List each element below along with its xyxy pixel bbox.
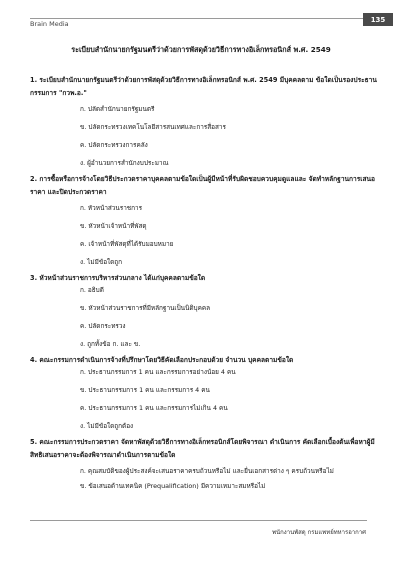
option-4-a: ก. ประธานกรรมการ 1 คน และกรรมการอย่างน้อย 4 คน <box>80 368 236 376</box>
footer-text: พนักงานพัสดุ กรมแพทย์ทหารอากาศ <box>272 529 366 536</box>
question-4: 4. คณะกรรมการดำเนินการจ้างที่ปรึกษาโดยวิธีคัดเลือกประกอบด้วย จำนวน บุคคลตามข้อใด <box>30 356 294 364</box>
page-number-badge: 135 <box>363 13 393 26</box>
footer-divider <box>30 520 367 521</box>
question-5: 5. คณะกรรมการประกวดราคา จัดหาพัสดุด้วยวิธีการทางอิเล็กทรอนิกส์โดยพิจารณา ดำเนินการ คัดเลือกเบื้องต้นเพื่อหาผู้มีสิทธิเสนอราคาจะต้องพิจารณาดำเนินการตามข้อใด <box>30 438 375 459</box>
option-4-d: ง. ไม่มีข้อใดถูกต้อง <box>80 422 134 430</box>
option-3-d: ง. ถูกทั้งข้อ ก. และ ข. <box>80 340 141 348</box>
option-3-a: ก. อธิบดี <box>80 286 104 294</box>
question-2: 2. การซื้อหรือการจ้างโดยวิธีประกวดราคาบุคคลตามข้อใดเป็นผู้มีหน้าที่รับผิดชอบควบคุมดูแลและ จัดทำหลักฐานการเสนอราคา และปิดประกวดราคา <box>30 175 376 196</box>
option-5-a: ก. คุณสมบัติของผู้ประสงค์จะเสนอราคาครบถ้วนหรือไม่ และยื่นเอกสารต่าง ๆ ครบถ้วนหรือไม่ <box>80 467 334 475</box>
option-2-c: ค. เจ้าหน้าที่พัสดุที่ได้รับมอบหมาย <box>80 240 174 248</box>
header-divider <box>30 18 367 19</box>
document-title: ระเบียบสำนักนายกรัฐมนตรีว่าด้วยการพัสดุด้วยวิธีการทางอิเล็กทรอนิกส์ พ.ศ. 2549 <box>71 45 331 54</box>
option-1-a: ก. ปลัดสำนักนายกรัฐมนตรี <box>80 105 155 113</box>
option-1-d: ง. ผู้อำนวยการสำนักงบประมาณ <box>80 159 169 167</box>
question-list <box>30 74 380 496</box>
option-1-b: ข. ปลัดกระทรวงเทคโนโลยีสารสนเทศและการสื่อสาร <box>80 123 226 131</box>
option-3-b: ข. หัวหน้าส่วนราชการที่มีหลักฐานเป็นนิติบุคคล <box>80 304 211 312</box>
question-1: 1. ระเบียบสำนักนายกรัฐมนตรีว่าด้วยการพัสดุด้วยวิธีการทางอิเล็กทรอนิกส์ พ.ศ. 2549 มีบุคคลตาม ข้อใดเป็นรองประธานกรรมการ "กวพ.อ." <box>30 76 377 97</box>
option-3-c: ค. ปลัดกระทรวง <box>80 322 126 330</box>
question-3: 3. หัวหน้าส่วนราชการบริหารส่วนกลาง ได้แก่บุคคลตามข้อใด <box>30 274 206 282</box>
option-2-d: ง. ไม่มีข้อใดถูก <box>80 258 123 266</box>
option-4-b: ข. ประธานกรรมการ 1 คน และกรรมการ 4 คน <box>80 386 210 394</box>
option-5-b: ข. ข้อเสนอด้านเทคนิค (Prequalification) มีความเหมาะสมหรือไม่ <box>80 482 266 490</box>
publisher-name: Brain Media <box>30 20 69 28</box>
option-1-c: ค. ปลัดกระทรวงการคลัง <box>80 141 148 149</box>
option-4-c: ค. ประธานกรรมการ 1 คน และกรรมการไม่เกิน 4 คน <box>80 404 228 412</box>
option-2-b: ข. หัวหน้าเจ้าหน้าที่พัสดุ <box>80 222 147 230</box>
option-2-a: ก. หัวหน้าส่วนราชการ <box>80 204 143 212</box>
